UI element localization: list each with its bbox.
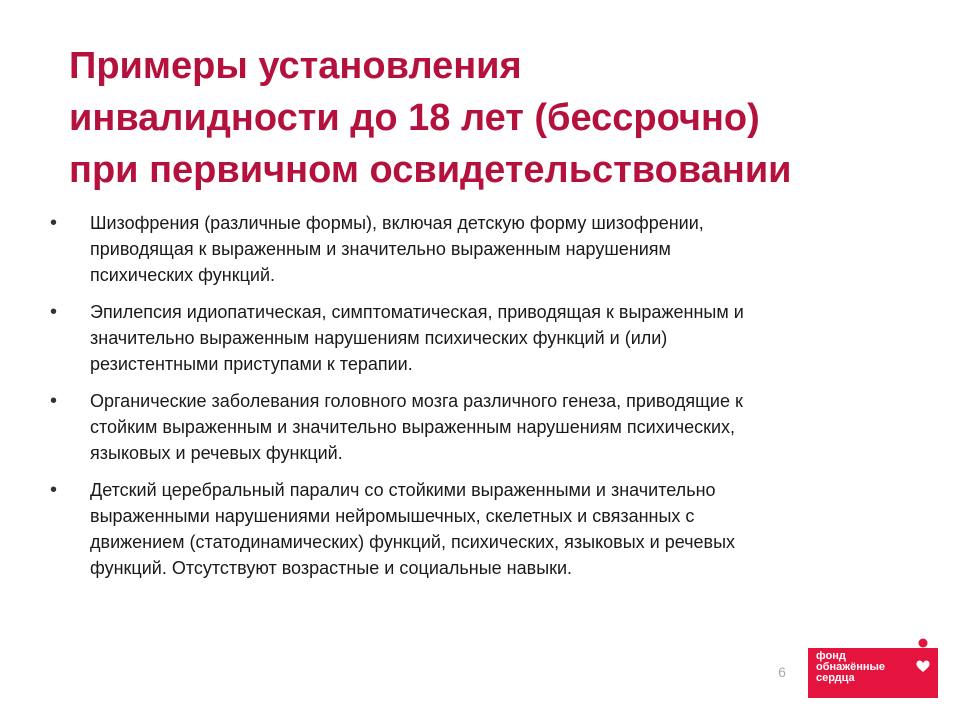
bullet-dot-icon: • — [50, 212, 58, 234]
bullet-text-line: Эпилепсия идиопатическая, симптоматическая, приводящая к выраженным и — [90, 302, 744, 322]
bullet-dot-icon: • — [50, 301, 58, 323]
logo-text-line: фонд — [816, 650, 846, 662]
logo-text-line: сердца — [816, 672, 855, 684]
bullet-text-line: Шизофрения (различные формы), включая детскую форму шизофрении, — [90, 213, 704, 233]
bullet-item-organic-brain-disease — [50, 388, 880, 466]
bullet-text-line: движением (статодинамических) функций, психических, языковых и речевых — [90, 532, 736, 552]
bullet-list — [50, 210, 880, 592]
foundation-logo — [808, 638, 938, 698]
bullet-text-line: Детский церебральный паралич со стойкими выраженными и значительно — [90, 480, 716, 500]
bullet-text — [90, 299, 880, 377]
bullet-item-epilepsy — [50, 299, 880, 377]
page-number: 6 — [778, 664, 786, 680]
bullet-text — [90, 388, 880, 466]
slide-title-line: инвалидности до 18 лет (бессрочно) — [69, 97, 760, 139]
bullet-text-line: приводящая к выраженным и значительно выраженным нарушениям — [90, 239, 671, 259]
bullet-item-cerebral-palsy — [50, 477, 880, 581]
slide-title — [69, 40, 929, 196]
slide-title-line: Примеры установления — [69, 45, 522, 87]
bullet-text — [90, 210, 880, 288]
logo-text — [816, 651, 885, 684]
bullet-text-line: Органические заболевания головного мозга различного генеза, приводящие к — [90, 391, 743, 411]
bullet-text-line: стойким выраженным и значительно выраженным нарушениям психических, — [90, 417, 736, 437]
bullet-dot-icon: • — [50, 390, 58, 412]
bullet-text-line: резистентными приступами к терапии. — [90, 354, 413, 374]
bullet-text — [90, 477, 880, 581]
bullet-text-line: психических функций. — [90, 265, 276, 285]
bullet-text-line: значительно выраженным нарушениям психических функций и (или) — [90, 328, 668, 348]
bullet-item-schizophrenia — [50, 210, 880, 288]
bullet-text-line: языковых и речевых функций. — [90, 443, 343, 463]
bullet-dot-icon: • — [50, 479, 58, 501]
bullet-text-line: функций. Отсутствуют возрастные и социальные навыки. — [90, 558, 573, 578]
heart-figure-icon — [908, 638, 938, 698]
bullet-text-line: выраженными нарушениями нейромышечных, скелетных и связанных с — [90, 506, 695, 526]
logo-text-line: обнажённые — [816, 661, 885, 673]
slide-title-line: при первичном освидетельствовании — [69, 149, 792, 191]
